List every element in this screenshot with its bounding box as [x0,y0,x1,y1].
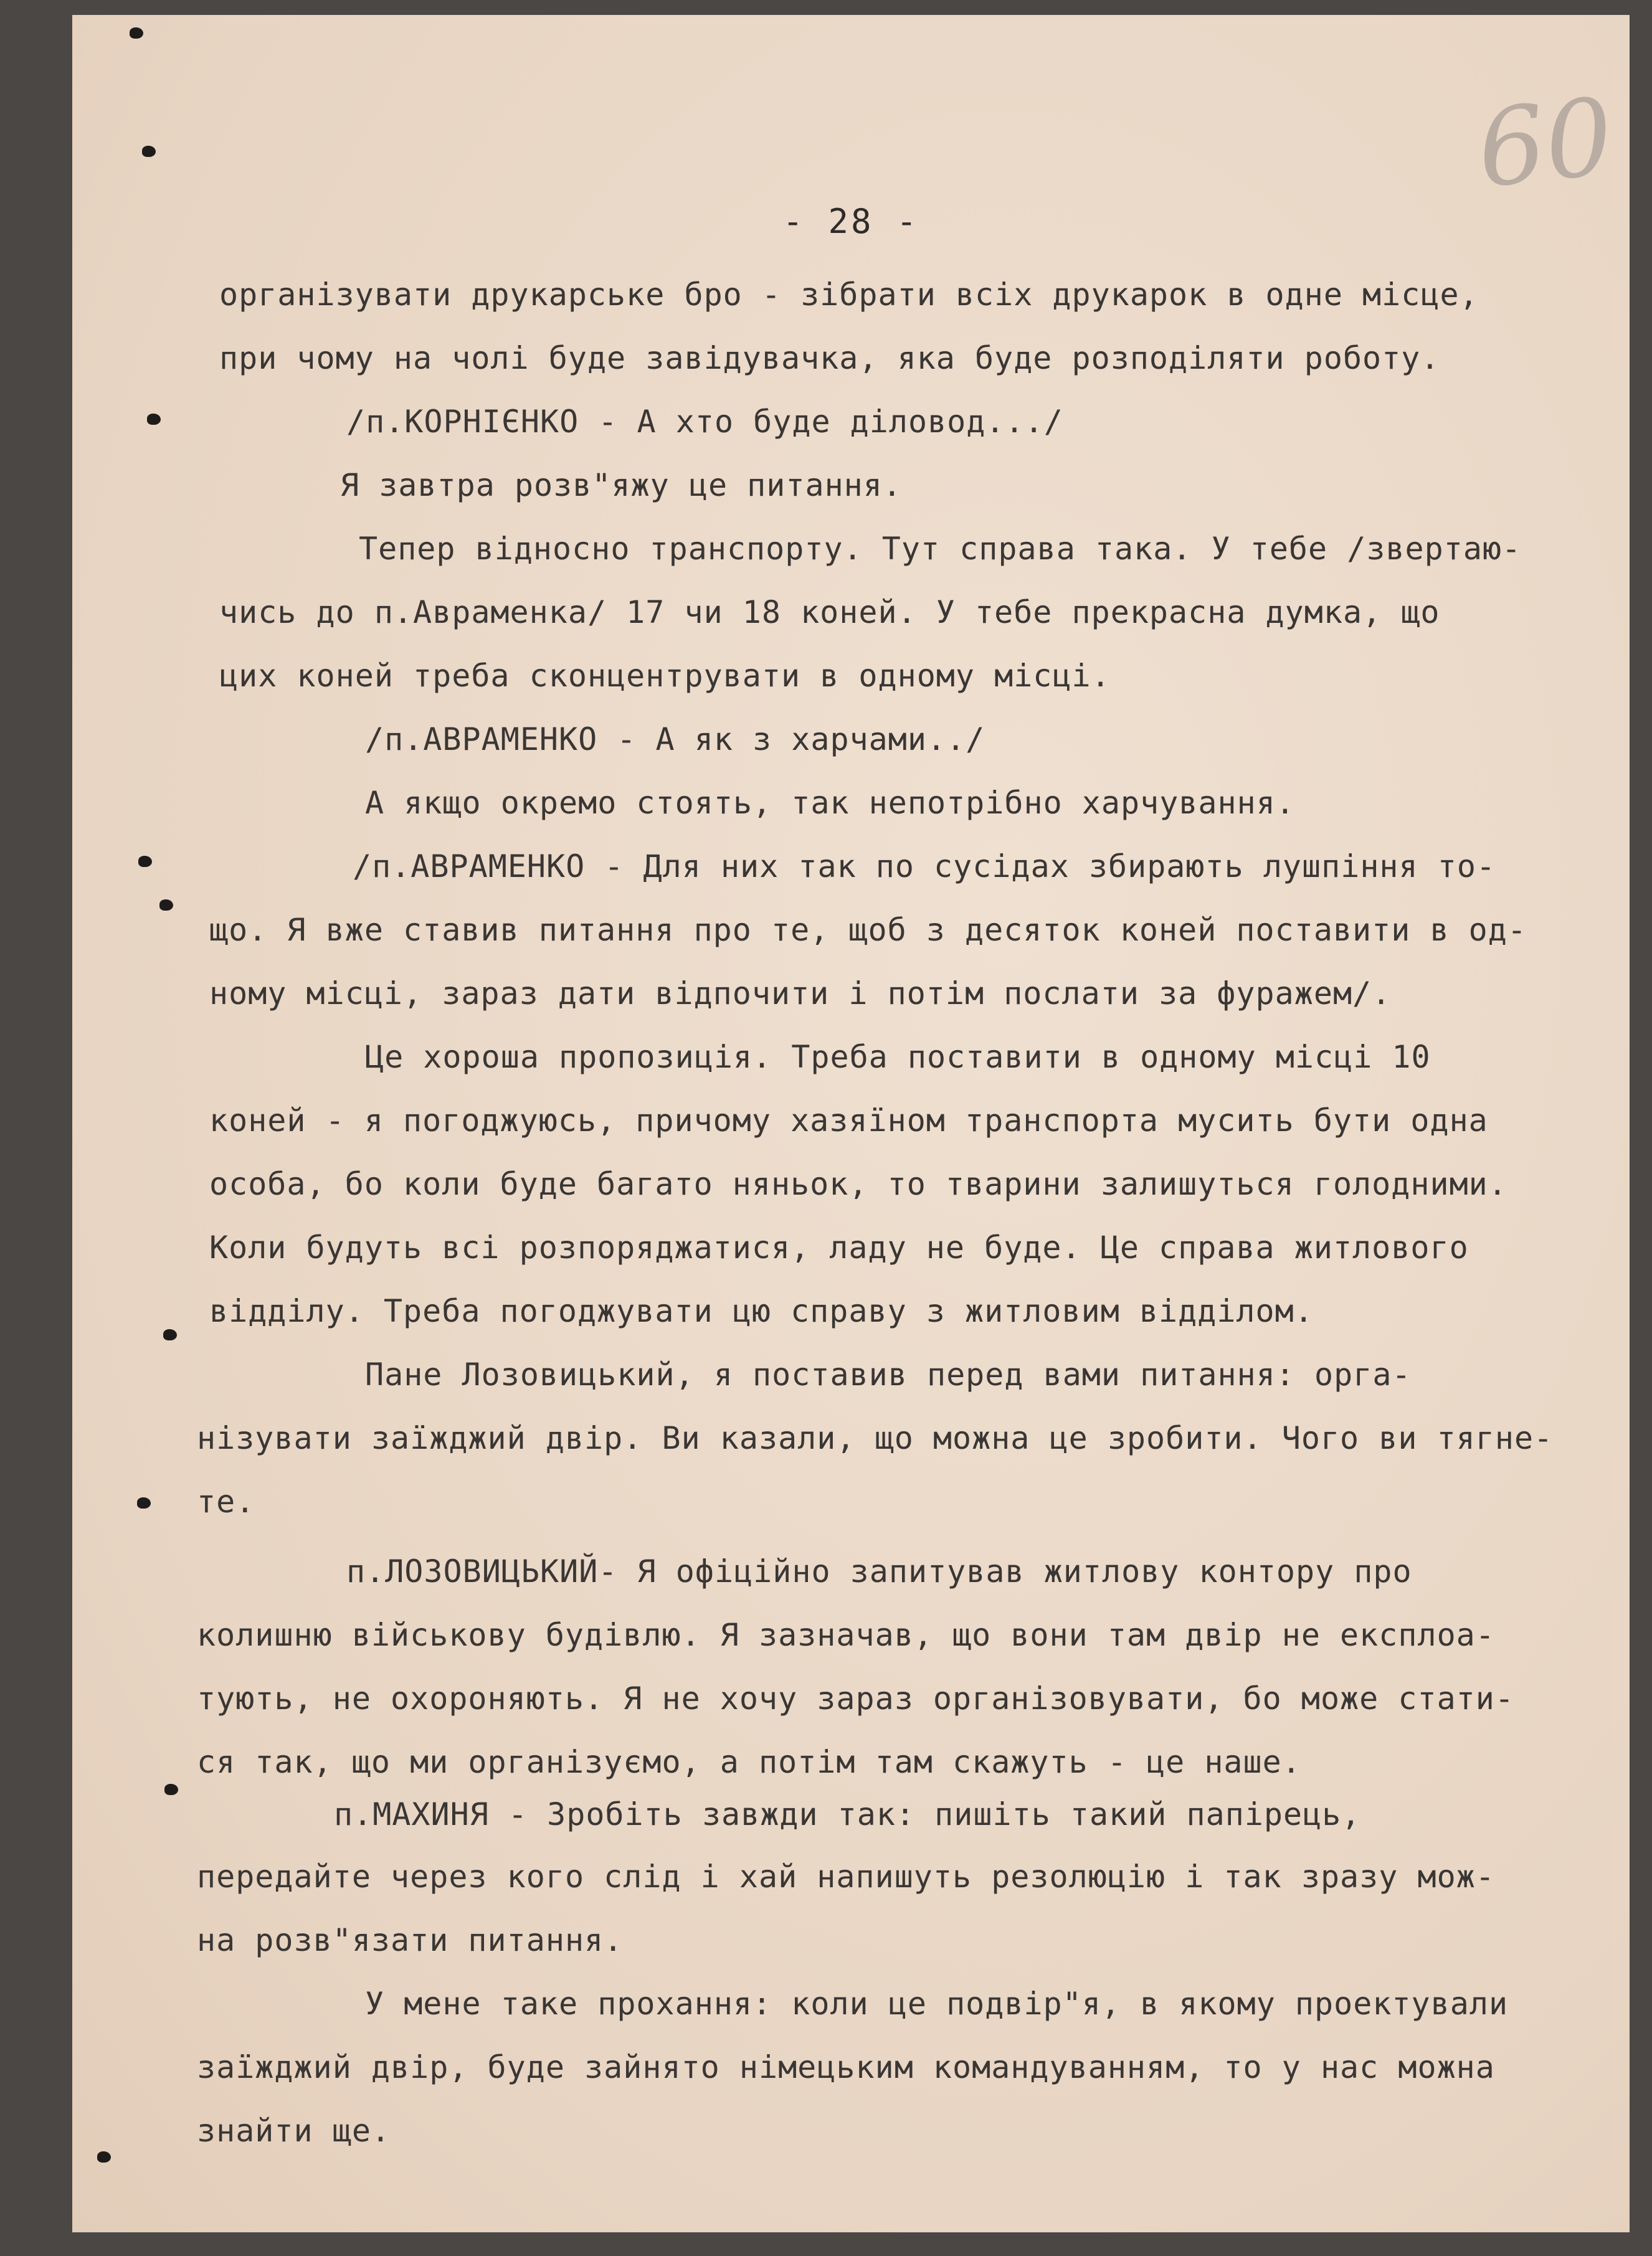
text-line: ному місці, зараз дати відпочити і потім послати за фуражем/. [209,975,1392,1012]
punch-hole [137,1497,151,1509]
text-line: /п.АВРАМЕНКО - А як з харчами../ [365,721,985,757]
punch-hole [147,414,161,425]
text-line: чись до п.Авраменка/ 17 чи 18 коней. У тебе прекрасна думка, що [219,594,1440,630]
punch-hole [159,899,173,911]
text-line: Це хороша пропозиція. Треба поставити в одному місці 10 [365,1039,1431,1075]
document-page [72,15,1630,2232]
text-line: цих коней треба сконцентрувати в одному місці. [219,658,1111,694]
text-line: п.ЛОЗОВИЦЬКИЙ- Я офіційно запитував житлову контору про [346,1553,1412,1590]
text-line: ся так, що ми організуємо, а потім там скажуть - це наше. [197,1744,1301,1780]
text-line: заїжджий двір, буде зайнято німецьким командуванням, то у нас можна [197,2049,1495,2085]
punch-hole [130,27,143,39]
page-number: - 28 - [782,202,919,241]
text-line: те. [197,1484,255,1520]
text-line: /п.АВРАМЕНКО - Для них так по сусідах збирають лушпіння то- [353,848,1496,884]
text-line: Коли будуть всі розпоряджатися, ладу не буде. Це справа житлового [209,1230,1469,1266]
text-line: на розв"язати питання. [197,1922,624,1958]
text-line: що. Я вже ставив питання про те, щоб з десяток коней поставити в од- [209,912,1527,948]
text-line: п.МАХИНЯ - Зробіть завжди так: пишіть такий папірець, [334,1796,1361,1832]
text-line: коней - я погоджуюсь, причому хазяїном транспорта мусить бути одна [209,1102,1488,1139]
punch-hole [163,1329,177,1340]
punch-hole [138,856,152,867]
text-line: колишню військову будівлю. Я зазначав, що вони там двір не експлоа- [197,1617,1495,1653]
text-line: організувати друкарське бро - зібрати всіх друкарок в одне місце, [219,277,1479,313]
text-line: знайти ще. [197,2113,391,2149]
punch-hole [164,1784,178,1795]
punch-hole [142,146,156,157]
text-line: при чому на чолі буде завідувачка, яка буде розподіляти роботу. [219,340,1440,376]
text-line: Я завтра розв"яжу це питання. [340,467,902,503]
text-line: відділу. Треба погоджувати цю справу з житловим відділом. [209,1293,1314,1329]
text-line: Пане Лозовицький, я поставив перед вами питання: орга- [365,1357,1412,1393]
text-line: А якщо окремо стоять, так непотрібно харчування. [365,785,1295,821]
text-line: /п.КОРНІЄНКО - А хто буде діловод.../ [346,404,1063,440]
text-line: передайте через кого слід і хай напишуть резолюцію і так зразу мож- [197,1859,1495,1895]
text-line: особа, бо коли буде багато няньок, то тварини залишуться голодними. [209,1166,1507,1202]
archive-page-number: 60 [1471,75,1619,212]
text-line: тують, не охороняють. Я не хочу зараз організовувати, бо може стати- [197,1680,1514,1717]
text-line: нізувати заїжджий двір. Ви казали, що можна це зробити. Чого ви тягне- [197,1420,1554,1456]
punch-hole [97,2151,111,2163]
text-line: Тепер відносно транспорту. Тут справа така. У тебе /звертаю- [359,531,1522,567]
text-line: У мене таке прохання: коли це подвір"я, в якому проектували [365,1986,1509,2022]
